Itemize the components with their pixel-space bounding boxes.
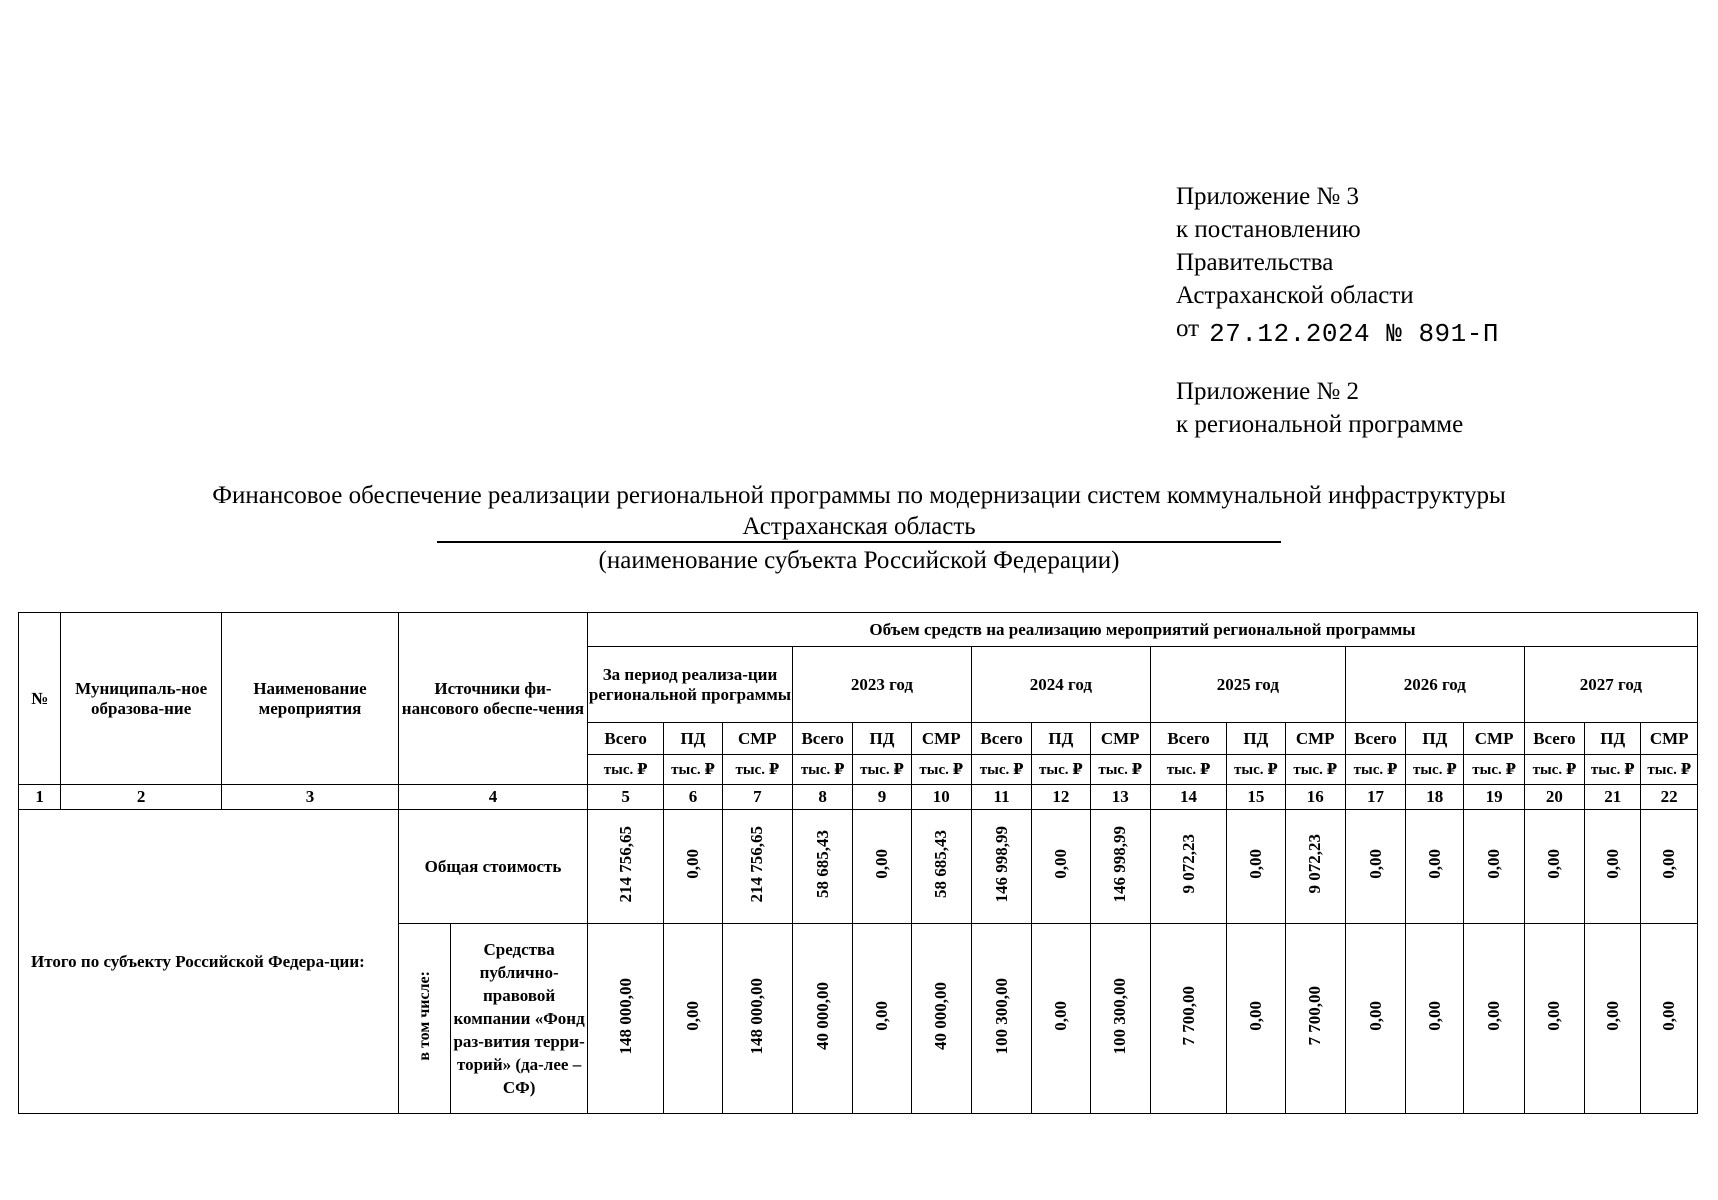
sub-header-smr: СМР [1090, 723, 1150, 755]
unit-label: тыс. ₽ [1032, 755, 1090, 785]
subject-name: Астраханская область [437, 512, 1281, 543]
appendix-line: к постановлению [1176, 216, 1361, 243]
column-number: 4 [398, 785, 587, 810]
value-text: 0,00 [1484, 849, 1504, 879]
value-text: 0,00 [1050, 849, 1070, 879]
column-number: 16 [1285, 785, 1345, 810]
appendix-sub-line: к региональной программе [1176, 411, 1464, 438]
unit-label: тыс. ₽ [1090, 755, 1150, 785]
header-period-total: За период реализа-ции региональной программы [587, 647, 792, 723]
value-text: 0,00 [1484, 1001, 1504, 1031]
financing-table [18, 612, 1698, 1114]
value-text: 0,00 [1050, 1001, 1070, 1031]
value-text: 146 998,99 [991, 825, 1011, 903]
value-cell [1285, 924, 1345, 1114]
value-cell [1150, 924, 1226, 1114]
unit-label: тыс. ₽ [1464, 755, 1524, 785]
value-text: 7 700,00 [1305, 986, 1325, 1046]
total-label: Итого по субъекту Российской Федера-ции: [19, 810, 399, 1114]
value-text: 0,00 [1602, 1001, 1622, 1031]
header-year-2024: 2024 год [971, 647, 1150, 723]
value-text: 0,00 [1424, 849, 1444, 879]
value-cell [1641, 924, 1698, 1114]
sub-header-pd: ПД [1585, 723, 1641, 755]
value-text: 9 072,23 [1178, 834, 1198, 894]
value-text: 0,00 [682, 1001, 702, 1031]
column-number: 13 [1090, 785, 1150, 810]
value-cell [1524, 810, 1584, 924]
value-text: 40 000,00 [931, 982, 951, 1050]
value-text: 40 000,00 [812, 982, 832, 1050]
value-text: 148 000,00 [747, 977, 767, 1055]
value-cell [1285, 810, 1345, 924]
value-cell [1345, 810, 1405, 924]
column-number: 6 [664, 785, 722, 810]
value-text: 0,00 [871, 849, 891, 879]
unit-label: тыс. ₽ [1406, 755, 1464, 785]
column-number: 8 [793, 785, 853, 810]
value-cell [664, 810, 722, 924]
value-cell [1524, 924, 1584, 1114]
column-number: 15 [1227, 785, 1285, 810]
header-year-2026: 2026 год [1345, 647, 1524, 723]
appendix-sub-line: Приложение № 2 [1176, 378, 1360, 405]
sub-header-total: Всего [587, 723, 663, 755]
table-row-total-cost [19, 810, 1698, 924]
sub-header-smr: СМР [722, 723, 792, 755]
value-text: 0,00 [1245, 1001, 1265, 1031]
column-number: 20 [1524, 785, 1584, 810]
column-number: 10 [911, 785, 971, 810]
header-year-2023: 2023 год [793, 647, 972, 723]
column-number: 7 [722, 785, 792, 810]
unit-label: тыс. ₽ [1524, 755, 1584, 785]
sub-header-smr: СМР [1641, 723, 1698, 755]
value-cell [911, 924, 971, 1114]
incl-label: в том числе: [415, 971, 433, 1061]
value-cell [853, 810, 911, 924]
column-number: 12 [1032, 785, 1090, 810]
value-cell [1345, 924, 1405, 1114]
value-text: 58 685,43 [931, 830, 951, 898]
value-text: 0,00 [1424, 1001, 1444, 1031]
value-cell [1227, 810, 1285, 924]
value-text: 0,00 [1365, 1001, 1385, 1031]
value-cell [587, 810, 663, 924]
value-cell [1090, 924, 1150, 1114]
date-prefix: от [1176, 315, 1200, 342]
value-text: 100 300,00 [991, 977, 1011, 1055]
value-cell [1032, 924, 1090, 1114]
unit-label: тыс. ₽ [1227, 755, 1285, 785]
column-number: 1 [19, 785, 61, 810]
value-cell [971, 810, 1031, 924]
value-cell [911, 810, 971, 924]
sub-header-pd: ПД [1032, 723, 1090, 755]
value-cell [1585, 924, 1641, 1114]
value-cell [722, 924, 792, 1114]
document-heading [0, 480, 1718, 576]
header-num: № [19, 613, 61, 785]
value-cell [664, 924, 722, 1114]
column-number: 17 [1345, 785, 1405, 810]
value-cell [1585, 810, 1641, 924]
value-cell [1641, 810, 1698, 924]
sub-header-smr: СМР [1464, 723, 1524, 755]
sub-header-pd: ПД [1406, 723, 1464, 755]
value-text: 58 685,43 [812, 830, 832, 898]
unit-label: тыс. ₽ [1150, 755, 1226, 785]
value-text: 0,00 [1544, 1001, 1564, 1031]
unit-label: тыс. ₽ [1285, 755, 1345, 785]
header-year-2025: 2025 год [1150, 647, 1345, 723]
column-number: 18 [1406, 785, 1464, 810]
column-number: 5 [587, 785, 663, 810]
sub-header-smr: СМР [911, 723, 971, 755]
value-text: 0,00 [1544, 849, 1564, 879]
appendix-line: Правительства [1176, 249, 1334, 276]
unit-label: тыс. ₽ [664, 755, 722, 785]
value-text: 0,00 [871, 1001, 891, 1031]
unit-label: тыс. ₽ [1641, 755, 1698, 785]
appendix-date-line [1176, 312, 1499, 351]
unit-label: тыс. ₽ [722, 755, 792, 785]
appendix-line: Астраханской области [1176, 282, 1414, 309]
value-cell [1464, 810, 1524, 924]
column-number: 2 [61, 785, 222, 810]
value-text: 148 000,00 [615, 977, 635, 1055]
value-text: 100 300,00 [1110, 977, 1130, 1055]
column-number: 22 [1641, 785, 1698, 810]
sub-header-pd: ПД [664, 723, 722, 755]
header-measure: Наименование мероприятия [222, 613, 399, 785]
value-cell [793, 810, 853, 924]
header-municipality: Муниципаль-ное образова-ние [61, 613, 222, 785]
value-text: 146 998,99 [1110, 825, 1130, 903]
value-cell [1464, 924, 1524, 1114]
value-cell [793, 924, 853, 1114]
value-text: 0,00 [1365, 849, 1385, 879]
unit-label: тыс. ₽ [1585, 755, 1641, 785]
incl-label-cell [398, 924, 450, 1114]
value-cell [1406, 810, 1464, 924]
sub-header-pd: ПД [853, 723, 911, 755]
value-cell [722, 810, 792, 924]
value-text: 0,00 [1659, 849, 1679, 879]
sub-header-total: Всего [1150, 723, 1226, 755]
unit-label: тыс. ₽ [911, 755, 971, 785]
value-text: 7 700,00 [1178, 986, 1198, 1046]
value-text: 0,00 [1659, 1001, 1679, 1031]
value-cell [587, 924, 663, 1114]
source-total-cost: Общая стоимость [398, 810, 587, 924]
appendix-line: Приложение № 3 [1176, 183, 1360, 210]
source-fund: Средства публично-правовой компании «Фонд раз-вития терри-торий» (да-лее – СФ) [451, 924, 588, 1114]
date-value: 27.12.2024 № 891-П [1209, 319, 1499, 349]
value-text: 214 756,65 [747, 825, 767, 903]
header-volume: Объем средств на реализацию мероприятий региональной программы [587, 613, 1697, 647]
sub-header-total: Всего [971, 723, 1031, 755]
value-cell [1032, 810, 1090, 924]
unit-label: тыс. ₽ [793, 755, 853, 785]
value-text: 9 072,23 [1305, 834, 1325, 894]
value-text: 0,00 [1602, 849, 1622, 879]
value-cell [1150, 810, 1226, 924]
appendix-block [1176, 180, 1499, 441]
value-cell [853, 924, 911, 1114]
value-cell [971, 924, 1031, 1114]
sub-header-smr: СМР [1285, 723, 1345, 755]
unit-label: тыс. ₽ [1345, 755, 1405, 785]
column-number: 3 [222, 785, 399, 810]
sub-header-total: Всего [1345, 723, 1405, 755]
sub-header-total: Всего [1524, 723, 1584, 755]
value-text: 214 756,65 [615, 825, 635, 903]
value-cell [1227, 924, 1285, 1114]
value-text: 0,00 [1245, 849, 1265, 879]
sub-header-pd: ПД [1227, 723, 1285, 755]
column-number: 11 [971, 785, 1031, 810]
subject-caption: (наименование субъекта Российской Федерации) [598, 547, 1120, 574]
value-text: 0,00 [682, 849, 702, 879]
column-number: 19 [1464, 785, 1524, 810]
column-number: 9 [853, 785, 911, 810]
unit-label: тыс. ₽ [587, 755, 663, 785]
value-cell [1090, 810, 1150, 924]
column-number: 21 [1585, 785, 1641, 810]
unit-label: тыс. ₽ [853, 755, 911, 785]
value-cell [1406, 924, 1464, 1114]
document-title: Финансовое обеспечение реализации региональной программы по модернизации систем коммунальной инфраструктуры [212, 482, 1506, 509]
header-sources: Источники фи-нансового обеспе-чения [398, 613, 587, 785]
unit-label: тыс. ₽ [971, 755, 1031, 785]
sub-header-total: Всего [793, 723, 853, 755]
header-year-2027: 2027 год [1524, 647, 1697, 723]
column-number: 14 [1150, 785, 1226, 810]
